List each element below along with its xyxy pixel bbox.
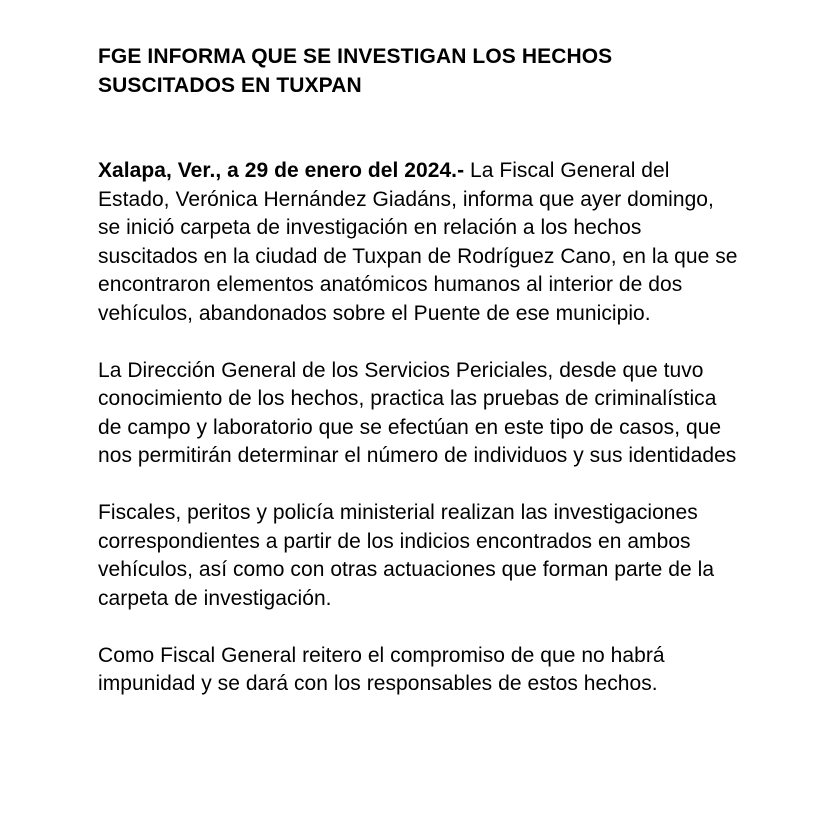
paragraph-2: La Dirección General de los Servicios Periciales, desde que tuvo conocimiento de los hechos, practica las pruebas de criminalística de campo y laboratorio que se efectúan en este tipo de casos, que nos permitirán determinar el número de individuos y sus identidades [98, 358, 737, 467]
paragraph-1 [98, 157, 738, 328]
title-line-2: SUSCITADOS EN TUXPAN [98, 74, 362, 97]
paragraph-1-text: La Fiscal General del Estado, Verónica Hernández Giadáns, informa que ayer domingo, se inició carpeta de investigación en relación a los hechos suscitados en la ciudad de Tuxpan de Rodríguez Cano, en la que se encontraron elementos anatómicos humanos al interior de dos vehículos, abandonados sobre el Puente de ese municipio. [98, 159, 738, 325]
press-release [98, 42, 738, 699]
paragraph-3: Fiscales, peritos y policía ministerial realizan las investigaciones correspondientes a partir de los indicios encontrados en ambos vehículos, así como con otras actuaciones que forman parte de la carpeta de investigación. [98, 501, 715, 610]
dateline: Xalapa, Ver., a 29 de enero del 2024.- [98, 159, 465, 182]
paragraph-4: Como Fiscal General reitero el compromiso de que no habrá impunidad y se dará con los responsables de estos hechos. [98, 643, 665, 695]
title-line-1: FGE INFORMA QUE SE INVESTIGAN LOS HECHOS [98, 45, 613, 68]
document-title [98, 42, 738, 100]
